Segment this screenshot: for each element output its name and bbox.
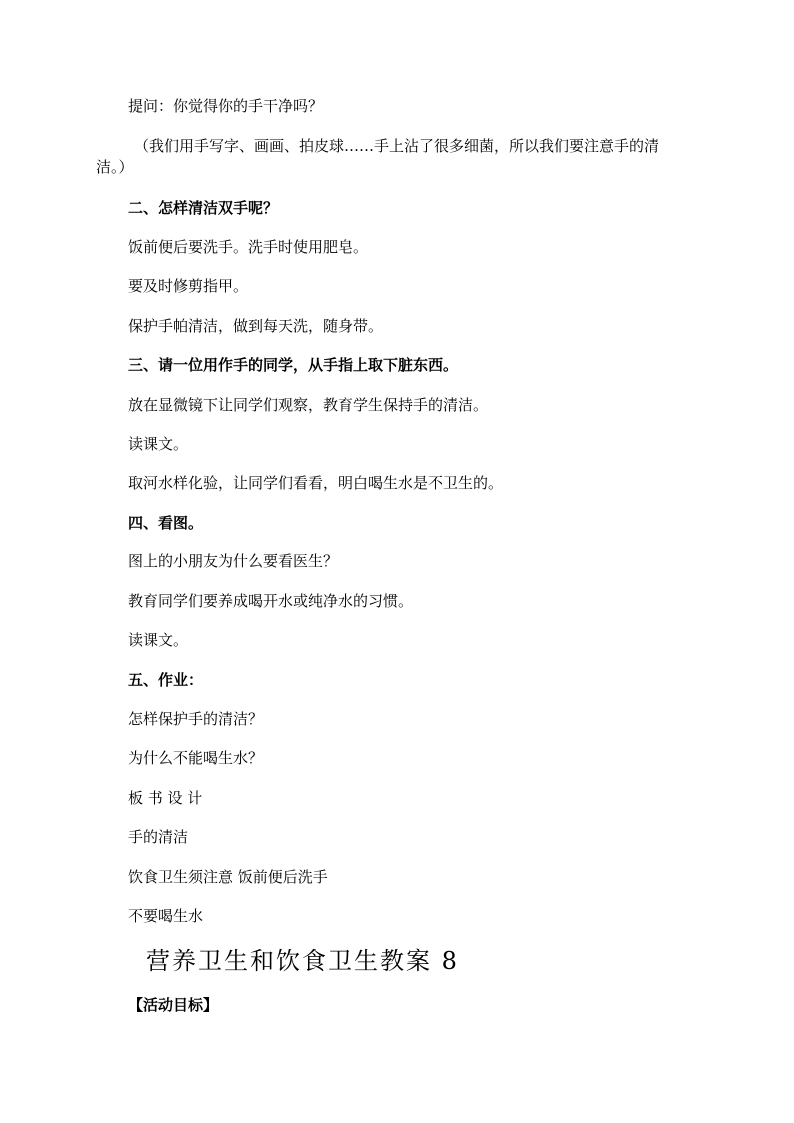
heading-look-picture: 四、看图。 [128,514,204,532]
board-line-2: 饮食卫生须注意 饭前便后洗手 [128,868,328,886]
activity-goals-heading: 【活动目标】 [128,996,219,1014]
section-title: 营养卫生和饮食卫生教案 8 [146,947,459,975]
board-design-label: 板 书 设 计 [128,789,203,807]
board-line-3: 不要喝生水 [128,907,204,925]
doctor-question-line: 图上的小朋友为什么要看医生？ [128,552,339,570]
drink-water-line: 教育同学们要养成喝开水或纯净水的习惯。 [128,592,414,610]
heading-clean-hands: 二、怎样清洁双手呢？ [128,199,279,217]
wash-hands-line: 饭前便后要洗手。洗手时使用肥皂。 [128,238,369,256]
trim-nails-line: 要及时修剪指甲。 [128,277,249,295]
handkerchief-line: 保护手帕清洁，做到每天洗，随身带。 [128,317,384,335]
read-text-line-1: 读课文。 [128,435,189,453]
homework-q1: 怎样保护手的清洁？ [128,710,264,728]
explanation-line-2: 洁。） [96,158,134,176]
question-line: 提问：你觉得你的手干净吗？ [128,97,324,115]
read-text-line-2: 读课文。 [128,631,189,649]
heading-dirt-sample: 三、请一位用作手的同学，从手指上取下脏东西。 [128,356,459,374]
board-line-1: 手的清洁 [128,828,189,846]
heading-homework: 五、作业： [128,671,204,689]
explanation-line-1: （我们用手写字、画画、拍皮球……手上沾了很多细菌，所以我们要注意手的清 [134,137,660,155]
homework-q2: 为什么不能喝生水？ [128,749,264,767]
river-water-line: 取河水样化验，让同学们看看，明白喝生水是不卫生的。 [128,474,504,492]
microscope-line: 放在显微镜下让同学们观察，教育学生保持手的清洁。 [128,396,489,414]
